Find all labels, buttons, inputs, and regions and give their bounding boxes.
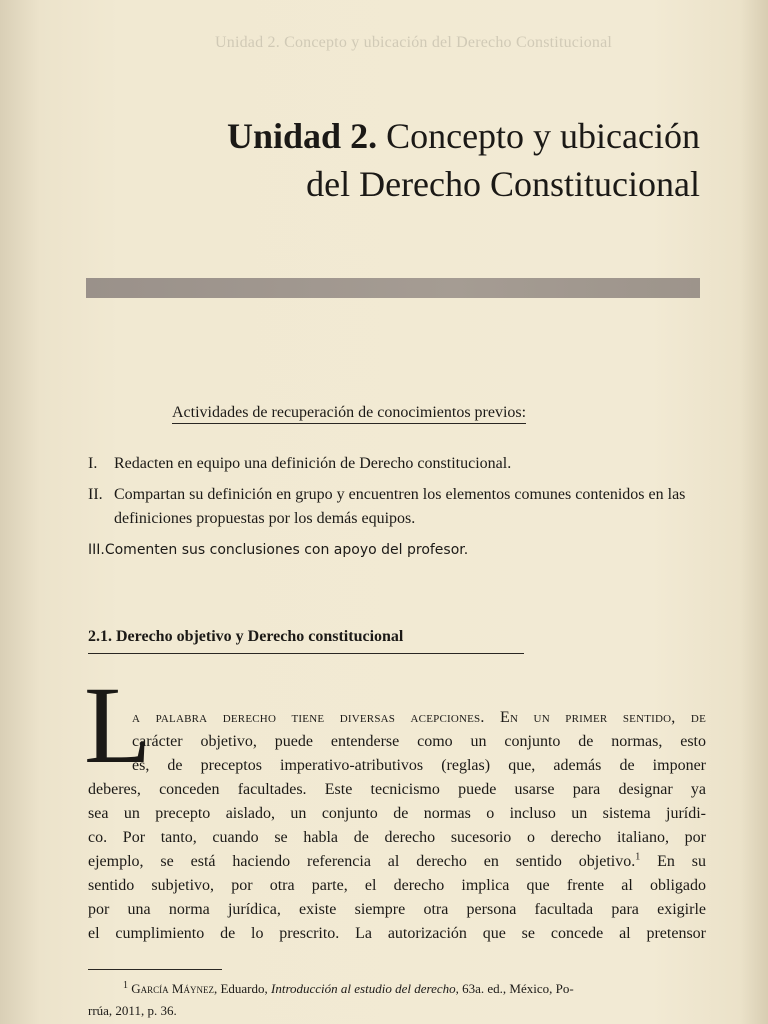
footnote-work: Introducción al estudio del derecho [271, 981, 456, 996]
lead-line: carácter objetivo, puede entenderse como un conjunto de normas, esto [132, 733, 706, 750]
activity-number: I. [88, 455, 98, 472]
body-line: por una norma jurídica, existe siempre otra persona facultada para exigirle [88, 901, 706, 918]
page-title [120, 112, 700, 208]
activity-number: III. [88, 542, 105, 558]
title-band [86, 278, 700, 298]
activity-item [88, 483, 708, 531]
title-unit: Unidad 2. [227, 116, 378, 156]
footnote-ref[interactable]: 1 [635, 851, 641, 863]
footnote-author: García Máynez [131, 981, 214, 996]
body-line: el cumplimiento de lo prescrito. La autorización que se concede al pretensor [88, 925, 706, 942]
body-line: sea un precepto aislado, un conjunto de normas o incluso un sistema jurídi- [88, 805, 706, 822]
drop-cap: L [84, 664, 152, 786]
show-through-text [88, 82, 92, 104]
title-line2: del Derecho Constitucional [306, 164, 700, 204]
body-line-text: ejemplo, se está haciendo referencia al derecho en sentido objetivo. [88, 853, 636, 870]
footnote [88, 978, 706, 1022]
body-line: deberes, conceden facultades. Este tecnicismo puede usarse para designar ya [88, 781, 706, 798]
footnote-rest: , 63a. ed., México, Po- [455, 981, 574, 996]
footnote-number: 1 [123, 980, 128, 991]
footnote-line2: rrúa, 2011, p. 36. [88, 1003, 177, 1018]
activity-item [88, 452, 708, 476]
lead-paragraph [132, 706, 706, 778]
section-heading: 2.1. Derecho objetivo y Derecho constitucional [88, 628, 524, 654]
activities-heading: Actividades de recuperación de conocimientos previos: [172, 404, 526, 424]
title-line1: Concepto y ubicación [377, 116, 700, 156]
footnote-rule [88, 969, 222, 970]
body-line: co. Por tanto, cuando se habla de derecho sucesorio o derecho italiano, por [88, 829, 706, 846]
activity-item [88, 538, 708, 562]
body-line-tail: En su [640, 853, 706, 870]
body-line: sentido subjetivo, por otra parte, el derecho implica que frente al obligado [88, 877, 706, 894]
activity-text: Comenten sus conclusiones con apoyo del profesor. [104, 542, 469, 558]
activity-text: Redacten en equipo una definición de Derecho constitucional. [114, 455, 512, 472]
running-head: Unidad 2. Concepto y ubicación del Derecho Constitucional [215, 34, 613, 51]
lead-line: a palabra derecho tiene diversas acepciones. En un primer sentido, de [132, 709, 706, 726]
body-line-with-ref [88, 850, 706, 874]
footnote-first-name: , Eduardo, [213, 981, 271, 996]
lead-line: es, de preceptos imperativo-atributivos (reglas) que, además de imponer [132, 757, 706, 774]
activity-text: Compartan su definición en grupo y encuentren los elementos comunes contenidos en las definiciones propuestas por los demás equipos. [114, 486, 686, 527]
body-paragraph [88, 778, 706, 946]
activity-number: II. [88, 486, 103, 503]
activities-list [88, 452, 708, 569]
